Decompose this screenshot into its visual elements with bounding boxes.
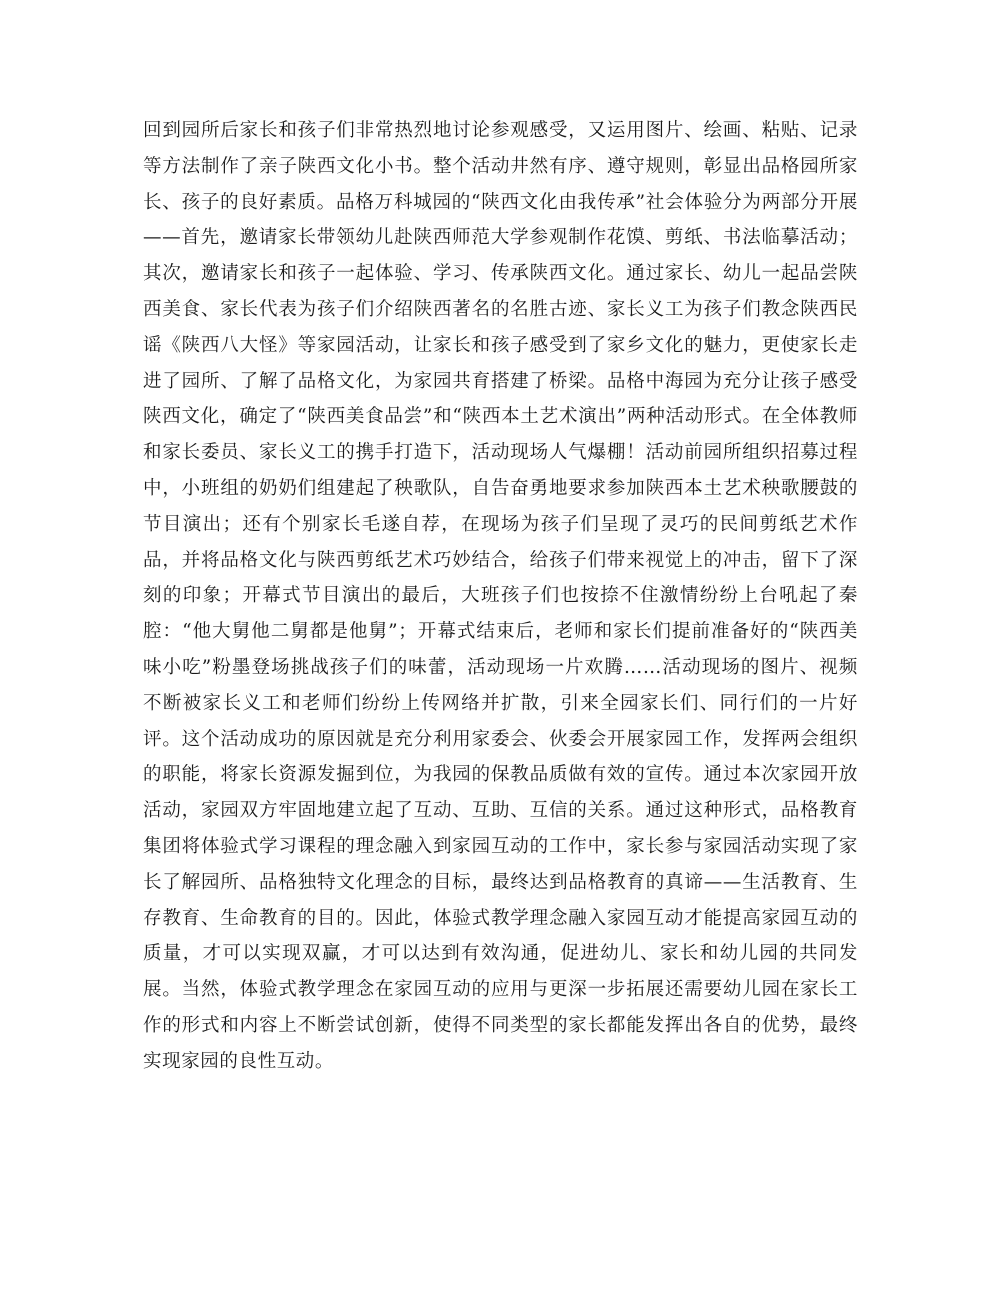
body-paragraph: 回到园所后家长和孩子们非常热烈地讨论参观感受，又运用图片、绘画、粘贴、记录等方法制作了亲子陕西文化小书。整个活动井然有序、遵守规则，彰显出品格园所家长、孩子的良好素质。品格万科城园的“陕西文化由我传承”社会体验分为两部分开展——首先，邀请家长带领幼儿赴陕西师范大学参观制作花馍、剪纸、书法临摹活动；其次，邀请家长和孩子一起体验、学习、传承陕西文化。通过家长、幼儿一起品尝陕西美食、家长代表为孩子们介绍陕西著名的名胜古迹、家长义工为孩子们教念陕西民谣《陕西八大怪》等家园活动，让家长和孩子感受到了家乡文化的魅力，更使家长走进了园所、了解了品格文化，为家园共育搭建了桥梁。品格中海园为充分让孩子感受陕西文化，确定了“陕西美食品尝”和“陕西本土艺术演出”两种活动形式。在全体教师和家长委员、家长义工的携手打造下，活动现场人气爆棚！活动前园所组织招募过程中，小班组的奶奶们组建起了秧歌队，自告奋勇地要求参加陕西本土艺术秧歌腰鼓的节目演出；还有个别家长毛遂自荐，在现场为孩子们呈现了灵巧的民间剪纸艺术作品，并将品格文化与陕西剪纸艺术巧妙结合，给孩子们带来视觉上的冲击，留下了深刻的印象；开幕式节目演出的最后，大班孩子们也按捺不住激情纷纷上台吼起了秦腔：“他大舅他二舅都是他舅”；开幕式结束后，老师和家长们提前准备好的“陕西美味小吃”粉墨登场挑战孩子们的味蕾，活动现场一片欢腾……活动现场的图片、视频不断被家长义工和老师们纷纷上传网络并扩散，引来全园家长们、同行们的一片好评。这个活动成功的原因就是充分利用家委会、伙委会开展家园工作，发挥两会组织的职能，将家长资源发掘到位，为我园的保教品质做有效的宣传。通过本次家园开放活动，家园双方牢固地建立起了互动、互助、互信的关系。通过这种形式，品格教育集团将体验式学习课程的理念融入到家园互动的工作中，家长参与家园活动实现了家长了解园所、品格独特文化理念的目标，最终达到品格教育的真谛——生活教育、生存教育、生命教育的目的。因此，体验式教学理念融入家园互动才能提高家园互动的质量，才可以实现双赢，才可以达到有效沟通，促进幼儿、家长和幼儿园的共同发展。当然，体验式教学理念在家园互动的应用与更深一步拓展还需要幼儿园在家长工作的形式和内容上不断尝试创新，使得不同类型的家长都能发挥出各自的优势，最终实现家园的良性互动。	[143, 120, 858, 1072]
